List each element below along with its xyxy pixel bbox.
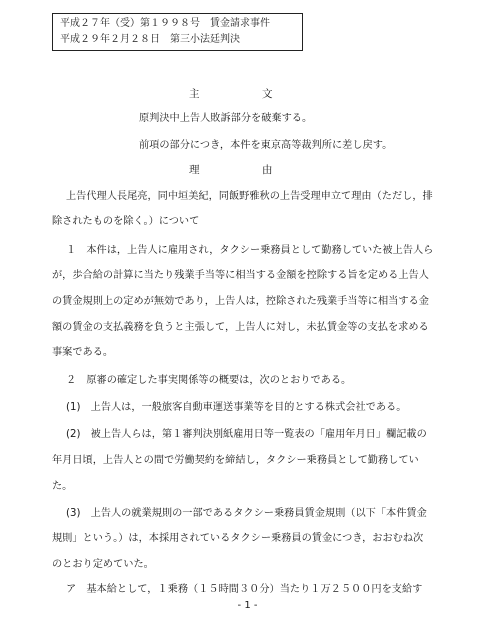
body-line: 事案である。 [52,347,114,358]
shubun-heading-right: 文 [262,88,273,100]
body-line: が，歩合給の計算に当たり残業手当等に相当する金額を控除する旨を定める上告人 [52,270,429,281]
body-line: 額の賃金の支払義務を負うと主張して，上告人に対し，未払賃金等の支払を求める [52,322,429,333]
body-line: ア 基本給として，１乗務（１５時間３０分）当たり１万２５００円を支給す [66,584,423,595]
riyu-heading-right: 由 [262,164,273,176]
body-line: 上告代理人長尾亮，同中垣美紀，同飯野雅秋の上告受理申立て理由（ただし，排 [66,191,433,202]
judgment-date: 平成２９年２月２８日 第三小法廷判決 [60,34,240,45]
body-line: の賃金規則上の定めが無効であり，上告人は，控除された残業手当等に相当する金 [52,296,429,307]
body-line: た。 [52,481,73,492]
body-line: 規則」という。）は，本採用されているタクシー乗務員の賃金につき，おおむね次 [52,533,424,544]
body-line: ２ 原審の確定した事実関係等の概要は，次のとおりである。 [66,375,352,386]
body-line: 除されたものを除く。）について [52,216,200,227]
body-line: のとおり定めていた。 [52,559,154,570]
case-header-box [52,13,303,51]
riyu-heading-left: 理 [189,164,200,176]
body-line: (1) 上告人は，一般旅客自動車運送事業等を目的とする株式会社である。 [66,402,407,413]
case-number: 平成２７年（受）第１９９８号 賃金請求事件 [60,18,270,29]
body-line: (3) 上告人の就業規則の一部であるタクシー乗務員賃金規則（以下「本件賃金 [66,508,427,519]
shubun-item-2: 前項の部分につき，本件を東京高等裁判所に差し戻す。 [139,140,393,151]
body-line: １ 本件は，上告人に雇用され，タクシー乗務員として勤務していた被上告人ら [66,245,434,256]
shubun-heading-left: 主 [189,88,200,100]
shubun-item-1: 原判決中上告人敗訴部分を破棄する。 [139,113,313,124]
body-line: (2) 被上告人らは，第１審判決別紙雇用日等一覧表の「雇用年月日」欄記載の [66,429,427,440]
body-line: 年月日頃，上告人との間で労働契約を締結し，タクシー乗務員として勤務してい [52,455,419,466]
page-number: - 1 - [237,600,258,611]
